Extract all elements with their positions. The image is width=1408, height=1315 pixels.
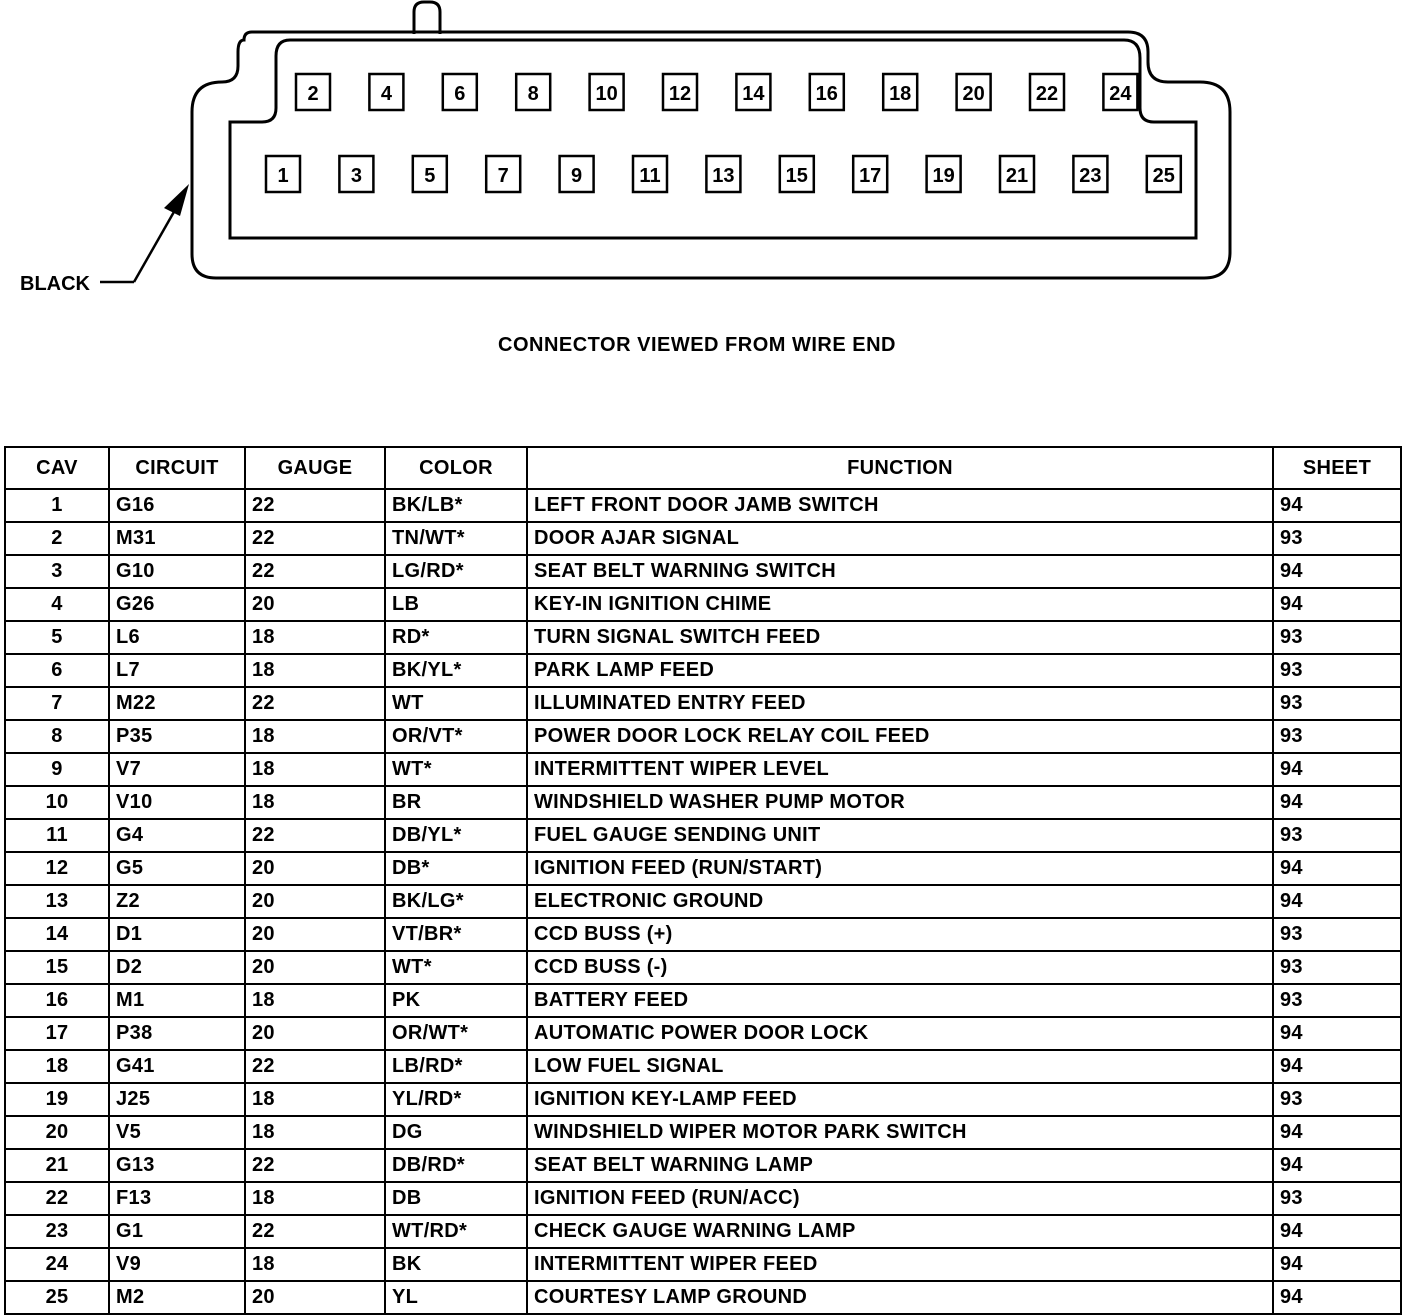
pin-number-label: 14	[742, 83, 765, 105]
pin-number-label: 13	[712, 165, 735, 187]
table-row	[5, 1215, 1401, 1248]
callout-arrowhead	[164, 184, 189, 216]
cell-cav: 21	[5, 1149, 109, 1182]
pin-number-label: 24	[1109, 83, 1132, 105]
cell-function: KEY-IN IGNITION CHIME	[527, 588, 1273, 621]
cell-sheet: 94	[1273, 753, 1401, 786]
pin-number-label: 4	[380, 83, 392, 105]
pin-number-label: 15	[785, 165, 808, 187]
cell-function: ELECTRONIC GROUND	[527, 885, 1273, 918]
cell-function: TURN SIGNAL SWITCH FEED	[527, 621, 1273, 654]
cell-function: LEFT FRONT DOOR JAMB SWITCH	[527, 489, 1273, 522]
cell-gauge: 18	[245, 720, 385, 753]
table-row	[5, 984, 1401, 1017]
pin-number-label: 9	[571, 165, 583, 187]
cell-cav: 14	[5, 918, 109, 951]
cell-circuit: D2	[109, 951, 245, 984]
cell-sheet: 94	[1273, 786, 1401, 819]
header-circuit: CIRCUIT	[109, 447, 245, 489]
table-row	[5, 1050, 1401, 1083]
cell-gauge: 22	[245, 819, 385, 852]
cell-sheet: 94	[1273, 588, 1401, 621]
table-row	[5, 489, 1401, 522]
cell-cav: 11	[5, 819, 109, 852]
cell-color: BK/YL*	[385, 654, 527, 687]
cell-cav: 6	[5, 654, 109, 687]
cell-sheet: 94	[1273, 1149, 1401, 1182]
cell-cav: 1	[5, 489, 109, 522]
cell-color: WT*	[385, 753, 527, 786]
cell-cav: 15	[5, 951, 109, 984]
table-row	[5, 819, 1401, 852]
cell-color: WT	[385, 687, 527, 720]
cell-color: VT/BR*	[385, 918, 527, 951]
cell-gauge: 20	[245, 588, 385, 621]
cell-gauge: 18	[245, 1248, 385, 1281]
cell-sheet: 94	[1273, 1050, 1401, 1083]
table-row	[5, 555, 1401, 588]
cell-color: WT*	[385, 951, 527, 984]
cell-color: OR/WT*	[385, 1017, 527, 1050]
cell-color: BK/LB*	[385, 489, 527, 522]
pin-number-label: 10	[595, 83, 618, 105]
pin-number-label: 8	[527, 83, 539, 105]
cell-circuit: G13	[109, 1149, 245, 1182]
cell-gauge: 22	[245, 1050, 385, 1083]
cell-circuit: Z2	[109, 885, 245, 918]
pin-number-label: 25	[1152, 165, 1175, 187]
cell-color: BK	[385, 1248, 527, 1281]
cell-color: DB*	[385, 852, 527, 885]
table-row	[5, 522, 1401, 555]
cell-circuit: M1	[109, 984, 245, 1017]
cell-function: AUTOMATIC POWER DOOR LOCK	[527, 1017, 1273, 1050]
cell-sheet: 93	[1273, 951, 1401, 984]
cell-cav: 20	[5, 1116, 109, 1149]
cell-cav: 7	[5, 687, 109, 720]
cell-cav: 4	[5, 588, 109, 621]
cell-cav: 17	[5, 1017, 109, 1050]
cell-circuit: G16	[109, 489, 245, 522]
cell-sheet: 93	[1273, 654, 1401, 687]
cell-circuit: M22	[109, 687, 245, 720]
pin-number-label: 11	[639, 165, 661, 187]
cell-cav: 8	[5, 720, 109, 753]
cell-gauge: 18	[245, 621, 385, 654]
cell-sheet: 94	[1273, 1116, 1401, 1149]
table-row	[5, 1116, 1401, 1149]
cell-color: LB/RD*	[385, 1050, 527, 1083]
table-row	[5, 753, 1401, 786]
cell-function: CHECK GAUGE WARNING LAMP	[527, 1215, 1273, 1248]
cell-function: WINDSHIELD WASHER PUMP MOTOR	[527, 786, 1273, 819]
table-row	[5, 654, 1401, 687]
cell-gauge: 22	[245, 1149, 385, 1182]
header-cav: CAV	[5, 447, 109, 489]
cell-circuit: G4	[109, 819, 245, 852]
cell-gauge: 22	[245, 489, 385, 522]
cell-cav: 13	[5, 885, 109, 918]
table-row	[5, 951, 1401, 984]
table-row	[5, 885, 1401, 918]
cell-gauge: 22	[245, 687, 385, 720]
cell-sheet: 93	[1273, 984, 1401, 1017]
cell-sheet: 93	[1273, 621, 1401, 654]
cell-gauge: 18	[245, 1083, 385, 1116]
cell-circuit: G5	[109, 852, 245, 885]
table-row	[5, 918, 1401, 951]
cell-circuit: M2	[109, 1281, 245, 1314]
table-row	[5, 1083, 1401, 1116]
cell-sheet: 93	[1273, 819, 1401, 852]
pinout-table-body	[5, 489, 1401, 1314]
cell-function: CCD BUSS (-)	[527, 951, 1273, 984]
cell-color: YL	[385, 1281, 527, 1314]
pin-number-label: 23	[1079, 165, 1102, 187]
pin-number-label: 5	[424, 165, 436, 187]
cell-color: YL/RD*	[385, 1083, 527, 1116]
pin-number-label: 17	[859, 165, 882, 187]
pin-number-label: 6	[454, 83, 466, 105]
cell-function: WINDSHIELD WIPER MOTOR PARK SWITCH	[527, 1116, 1273, 1149]
cell-function: BATTERY FEED	[527, 984, 1273, 1017]
cell-function: LOW FUEL SIGNAL	[527, 1050, 1273, 1083]
table-row	[5, 852, 1401, 885]
cell-gauge: 20	[245, 852, 385, 885]
pin-number-label: 18	[889, 83, 912, 105]
cell-cav: 12	[5, 852, 109, 885]
table-header-row	[5, 447, 1401, 489]
pin-number-label: 16	[815, 83, 838, 105]
cell-cav: 24	[5, 1248, 109, 1281]
cell-gauge: 20	[245, 951, 385, 984]
pin-number-label: 21	[1005, 165, 1029, 187]
pin-number-label: 12	[668, 83, 692, 105]
cell-circuit: G41	[109, 1050, 245, 1083]
cell-cav: 3	[5, 555, 109, 588]
cell-gauge: 20	[245, 1281, 385, 1314]
cell-circuit: P38	[109, 1017, 245, 1050]
cell-function: FUEL GAUGE SENDING UNIT	[527, 819, 1273, 852]
cell-circuit: V7	[109, 753, 245, 786]
cell-color: BK/LG*	[385, 885, 527, 918]
cell-circuit: G26	[109, 588, 245, 621]
table-row	[5, 588, 1401, 621]
cell-gauge: 20	[245, 1017, 385, 1050]
cell-circuit: V9	[109, 1248, 245, 1281]
cell-function: IGNITION KEY-LAMP FEED	[527, 1083, 1273, 1116]
connector-diagram	[0, 0, 1408, 320]
pin-number-label: 1	[277, 165, 289, 187]
cell-sheet: 93	[1273, 687, 1401, 720]
cell-cav: 23	[5, 1215, 109, 1248]
header-sheet: SHEET	[1273, 447, 1401, 489]
cell-function: INTERMITTENT WIPER LEVEL	[527, 753, 1273, 786]
cell-circuit: G1	[109, 1215, 245, 1248]
cell-sheet: 93	[1273, 1182, 1401, 1215]
pin-number-label: 19	[932, 165, 955, 187]
cell-gauge: 18	[245, 654, 385, 687]
cell-color: BR	[385, 786, 527, 819]
header-color: COLOR	[385, 447, 527, 489]
pin-number-label: 22	[1035, 83, 1059, 105]
cell-function: DOOR AJAR SIGNAL	[527, 522, 1273, 555]
cell-cav: 19	[5, 1083, 109, 1116]
cell-sheet: 94	[1273, 555, 1401, 588]
cell-function: CCD BUSS (+)	[527, 918, 1273, 951]
connector-lock-tab	[414, 2, 440, 34]
cell-cav: 25	[5, 1281, 109, 1314]
cell-sheet: 93	[1273, 918, 1401, 951]
cell-gauge: 18	[245, 984, 385, 1017]
cell-sheet: 94	[1273, 1248, 1401, 1281]
cell-circuit: F13	[109, 1182, 245, 1215]
pin-number-label: 3	[350, 165, 362, 187]
cell-gauge: 18	[245, 753, 385, 786]
pin-number-label: 20	[962, 83, 985, 105]
cell-gauge: 22	[245, 1215, 385, 1248]
header-function: FUNCTION	[527, 447, 1273, 489]
cell-sheet: 93	[1273, 522, 1401, 555]
cell-function: PARK LAMP FEED	[527, 654, 1273, 687]
connector-housing-inner	[230, 40, 1196, 238]
cell-sheet: 94	[1273, 852, 1401, 885]
cell-sheet: 94	[1273, 1017, 1401, 1050]
cell-function: IGNITION FEED (RUN/START)	[527, 852, 1273, 885]
cell-color: DB	[385, 1182, 527, 1215]
cell-function: POWER DOOR LOCK RELAY COIL FEED	[527, 720, 1273, 753]
cell-sheet: 94	[1273, 489, 1401, 522]
cell-color: WT/RD*	[385, 1215, 527, 1248]
cell-circuit: J25	[109, 1083, 245, 1116]
cell-gauge: 22	[245, 555, 385, 588]
cell-cav: 9	[5, 753, 109, 786]
cell-function: ILLUMINATED ENTRY FEED	[527, 687, 1273, 720]
cell-circuit: V10	[109, 786, 245, 819]
pin-number-label: 7	[497, 165, 509, 187]
table-row	[5, 786, 1401, 819]
table-row	[5, 687, 1401, 720]
table-row	[5, 1248, 1401, 1281]
cell-function: INTERMITTENT WIPER FEED	[527, 1248, 1273, 1281]
table-row	[5, 1182, 1401, 1215]
table-row	[5, 720, 1401, 753]
cell-sheet: 94	[1273, 1281, 1401, 1314]
cell-function: COURTESY LAMP GROUND	[527, 1281, 1273, 1314]
table-row	[5, 1149, 1401, 1182]
cell-cav: 10	[5, 786, 109, 819]
cell-circuit: D1	[109, 918, 245, 951]
cell-function: SEAT BELT WARNING LAMP	[527, 1149, 1273, 1182]
cell-gauge: 18	[245, 786, 385, 819]
cell-gauge: 18	[245, 1116, 385, 1149]
cell-gauge: 20	[245, 918, 385, 951]
cell-function: IGNITION FEED (RUN/ACC)	[527, 1182, 1273, 1215]
callout-label: BLACK	[20, 273, 90, 295]
cell-color: LG/RD*	[385, 555, 527, 588]
cell-color: RD*	[385, 621, 527, 654]
header-gauge: GAUGE	[245, 447, 385, 489]
pin-number-label: 2	[307, 83, 319, 105]
pinout-table	[4, 446, 1402, 1315]
cell-circuit: L7	[109, 654, 245, 687]
cell-sheet: 94	[1273, 1215, 1401, 1248]
cell-circuit: M31	[109, 522, 245, 555]
cell-circuit: V5	[109, 1116, 245, 1149]
cell-color: TN/WT*	[385, 522, 527, 555]
cell-cav: 16	[5, 984, 109, 1017]
cell-sheet: 94	[1273, 885, 1401, 918]
cell-color: DB/YL*	[385, 819, 527, 852]
cell-gauge: 22	[245, 522, 385, 555]
cell-cav: 22	[5, 1182, 109, 1215]
cell-function: SEAT BELT WARNING SWITCH	[527, 555, 1273, 588]
cell-color: LB	[385, 588, 527, 621]
cell-cav: 5	[5, 621, 109, 654]
table-row	[5, 1017, 1401, 1050]
pin-group	[266, 74, 1181, 192]
cell-cav: 18	[5, 1050, 109, 1083]
cell-sheet: 93	[1273, 1083, 1401, 1116]
cell-gauge: 18	[245, 1182, 385, 1215]
cell-cav: 2	[5, 522, 109, 555]
diagram-caption: CONNECTOR VIEWED FROM WIRE END	[498, 334, 896, 356]
cell-gauge: 20	[245, 885, 385, 918]
cell-circuit: L6	[109, 621, 245, 654]
cell-color: OR/VT*	[385, 720, 527, 753]
table-row	[5, 1281, 1401, 1314]
cell-color: DB/RD*	[385, 1149, 527, 1182]
cell-sheet: 93	[1273, 720, 1401, 753]
cell-color: PK	[385, 984, 527, 1017]
cell-circuit: G10	[109, 555, 245, 588]
cell-circuit: P35	[109, 720, 245, 753]
cell-color: DG	[385, 1116, 527, 1149]
table-row	[5, 621, 1401, 654]
